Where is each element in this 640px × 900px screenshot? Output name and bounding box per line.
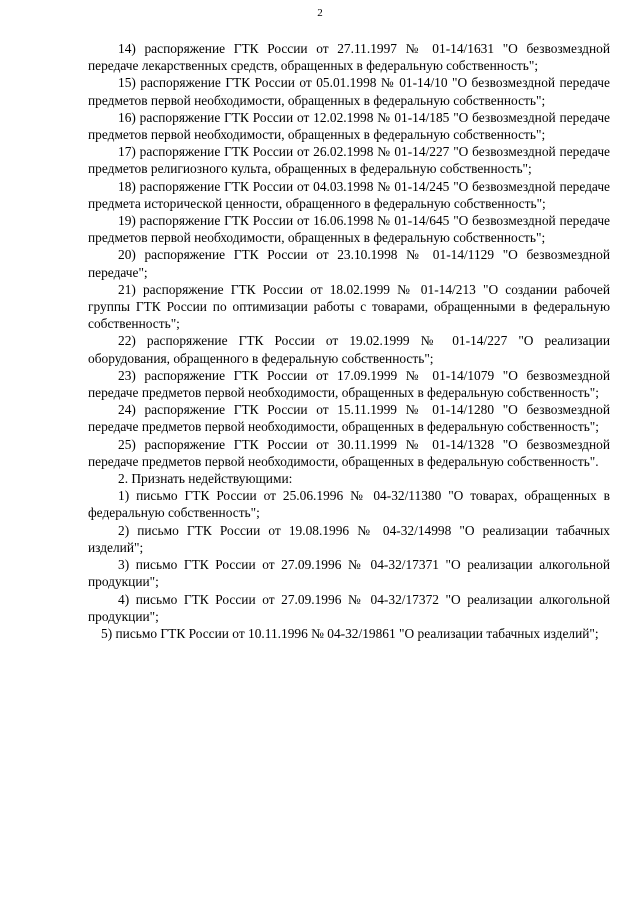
list-item-order-18: 18) распоряжение ГТК России от 04.03.1998 № 01-14/245 "О безвозмездной передаче предмета исторической ценности, обращенного в федеральную собственность"; bbox=[88, 178, 610, 211]
page-number: 2 bbox=[317, 7, 323, 19]
list-item-letter-3: 3) письмо ГТК России от 27.09.1996 № 04-32/17371 "О реализации алкогольной продукции"; bbox=[88, 557, 610, 590]
list-item-order-20: 20) распоряжение ГТК России от 23.10.1998 № 01-14/1129 "О безвозмездной передаче"; bbox=[88, 247, 610, 280]
list-item-letter-1: 1) письмо ГТК России от 25.06.1996 № 04-32/11380 "О товарах, обращенных в федеральную собственность"; bbox=[88, 488, 610, 521]
list-item-order-16: 16) распоряжение ГТК России от 12.02.1998 № 01-14/185 "О безвозмездной передаче предметов первой необходимости, обращенных в федеральную собственность"; bbox=[88, 109, 610, 143]
list-item-order-17: 17) распоряжение ГТК России от 26.02.1998 № 01-14/227 "О безвозмездной передаче предметов религиозного культа, обращенных в федеральную собственность"; bbox=[88, 144, 610, 177]
list-item-order-23: 23) распоряжение ГТК России от 17.09.1999 № 01-14/1079 "О безвозмездной передаче предметов первой необходимости, обращенных в федеральную собственность"; bbox=[88, 367, 610, 401]
list-item-order-21: 21) распоряжение ГТК России от 18.02.1999 № 01-14/213 "О создании рабочей группы ГТК России по оптимизации работы с товарами, обращенными в федеральную собственность"; bbox=[88, 281, 610, 332]
list-item-order-15: 15) распоряжение ГТК России от 05.01.1998 № 01-14/10 "О безвозмездной передаче предметов первой необходимости, обращенных в федеральную собственность"; bbox=[88, 75, 610, 108]
list-item-order-24: 24) распоряжение ГТК России от 15.11.1999 № 01-14/1280 "О безвозмездной передаче предметов первой необходимости, обращенных в федеральную собственность"; bbox=[88, 402, 610, 435]
document-body bbox=[88, 40, 610, 642]
section-heading-invalidate: 2. Признать недействующими: bbox=[118, 471, 293, 487]
list-item-order-25: 25) распоряжение ГТК России от 30.11.1999 № 01-14/1328 "О безвозмездной передаче предметов первой необходимости, обращенных в федеральную собственность". bbox=[88, 436, 610, 469]
list-item-order-22: 22) распоряжение ГТК России от 19.02.1999 № 01-14/227 "О реализации оборудования, обращенного в федеральную собственность"; bbox=[88, 333, 610, 366]
list-item-order-19: 19) распоряжение ГТК России от 16.06.1998 № 01-14/645 "О безвозмездной передаче предметов первой необходимости, обращенных в федеральную собственность"; bbox=[88, 213, 610, 246]
list-item-order-14: 14) распоряжение ГТК России от 27.11.1997 № 01-14/1631 "О безвозмездной передаче лекарственных средств, обращенных в федеральную собственность"; bbox=[88, 41, 610, 74]
list-item-letter-2: 2) письмо ГТК России от 19.08.1996 № 04-32/14998 "О реализации табачных изделий"; bbox=[88, 522, 610, 555]
list-item-letter-5: 5) письмо ГТК России от 10.11.1996 № 04-32/19861 "О реализации табачных изделий"; bbox=[101, 625, 599, 641]
list-item-letter-4: 4) письмо ГТК России от 27.09.1996 № 04-32/17372 "О реализации алкогольной продукции"; bbox=[88, 591, 610, 624]
